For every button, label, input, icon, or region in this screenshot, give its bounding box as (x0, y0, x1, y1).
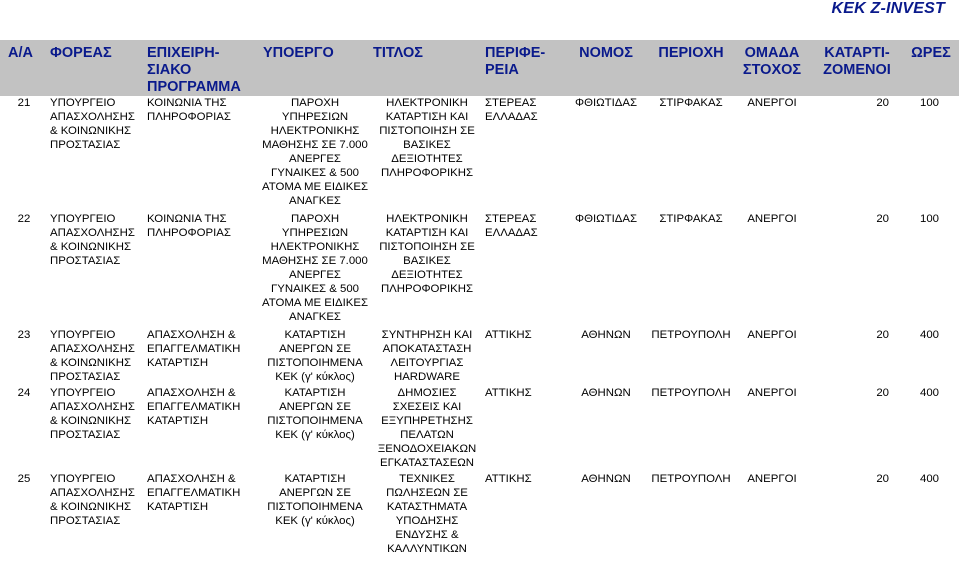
cell-aa: 23 (17, 329, 31, 341)
table-row (0, 472, 959, 560)
cell-programma: ΑΠΑΣΧΟΛΗΣΗ & ΕΠΑΓΓΕΛΜΑΤΙΚΗ ΚΑΤΑΡΤΙΣΗ (147, 473, 241, 513)
cell-periferia: ΣΤΕΡΕΑΣ ΕΛΛΑΔΑΣ (485, 213, 538, 239)
cell-omada: ΑΝΕΡΓΟΙ (747, 213, 797, 225)
cell-omada: ΑΝΕΡΓΟΙ (747, 97, 797, 109)
cell-perioxi: ΣΤΙΡΦΑΚΑΣ (659, 213, 723, 225)
table-row (0, 328, 959, 386)
header-foreas: ΦΟΡΕΑΣ (50, 45, 112, 61)
cell-programma: ΑΠΑΣΧΟΛΗΣΗ & ΕΠΑΓΓΕΛΜΑΤΙΚΗ ΚΑΤΑΡΤΙΣΗ (147, 387, 241, 427)
header-periferia: ΠΕΡΙΦΕ-ΡΕΙΑ (485, 45, 546, 78)
cell-perioxi: ΠΕΤΡΟΥΠΟΛΗ (651, 473, 731, 485)
cell-nomos: ΦΘΙΩΤΙΔΑΣ (575, 213, 637, 225)
cell-titlos: ΗΛΕΚΤΡΟΝΙΚΗ ΚΑΤΑΡΤΙΣΗ ΚΑΙ ΠΙΣΤΟΠΟΙΗΣΗ ΣΕ ΒΑΣΙΚΕΣ ΔΕΞΙΟΤΗΤΕΣ ΠΛΗΡΟΦΟΡΙΚΗΣ (379, 97, 475, 179)
header-ores: ΩΡΕΣ (911, 45, 951, 61)
cell-foreas: ΥΠΟΥΡΓΕΙΟ ΑΠΑΣΧΟΛΗΣΗΣ & ΚΟΙΝΩΝΙΚΗΣ ΠΡΟΣΤΑΣΙΑΣ (50, 329, 135, 383)
cell-titlos: ΤΕΧΝΙΚΕΣ ΠΩΛΗΣΕΩΝ ΣΕ ΚΑΤΑΣΤΗΜΑΤΑ ΥΠΟΔΗΣΗΣ ΕΝΔΥΣΗΣ & ΚΑΛΛΥΝΤΙΚΩΝ (386, 473, 468, 555)
cell-aa: 24 (17, 387, 31, 399)
header-katartizomenoi: ΚΑΤΑΡΤΙ-ΖΟΜΕΝΟΙ (823, 45, 891, 78)
cell-aa: 21 (17, 97, 31, 109)
cell-omada: ΑΝΕΡΓΟΙ (747, 329, 797, 341)
cell-programma: ΚΟΙΝΩΝΙΑ ΤΗΣ ΠΛΗΡΟΦΟΡΙΑΣ (147, 213, 231, 239)
cell-foreas: ΥΠΟΥΡΓΕΙΟ ΑΠΑΣΧΟΛΗΣΗΣ & ΚΟΙΝΩΝΙΚΗΣ ΠΡΟΣΤΑΣΙΑΣ (50, 473, 135, 527)
cell-ores: 400 (919, 387, 939, 399)
table-row (0, 96, 959, 212)
header-aa: Α/Α (8, 45, 33, 61)
cell-omada: ΑΝΕΡΓΟΙ (747, 473, 797, 485)
header-ypoergo: ΥΠΟΕΡΓΟ (263, 45, 334, 61)
cell-katartizomenoi: 20 (876, 473, 889, 485)
cell-nomos: ΦΘΙΩΤΙΔΑΣ (575, 97, 637, 109)
cell-ores: 100 (919, 213, 939, 225)
cell-periferia: ΑΤΤΙΚΗΣ (485, 473, 532, 485)
cell-katartizomenoi: 20 (876, 213, 889, 225)
cell-perioxi: ΣΤΙΡΦΑΚΑΣ (659, 97, 723, 109)
header-row (0, 45, 959, 96)
cell-nomos: ΑΘΗΝΩΝ (581, 473, 631, 485)
cell-katartizomenoi: 20 (876, 97, 889, 109)
cell-foreas: ΥΠΟΥΡΓΕΙΟ ΑΠΑΣΧΟΛΗΣΗΣ & ΚΟΙΝΩΝΙΚΗΣ ΠΡΟΣΤΑΣΙΑΣ (50, 387, 135, 441)
cell-ypoergo: ΚΑΤΑΡΤΙΣΗ ΑΝΕΡΓΩΝ ΣΕ ΠΙΣΤΟΠΟΙΗΜΕΝΑ ΚΕΚ (γ' κύκλος) (267, 329, 363, 383)
cell-perioxi: ΠΕΤΡΟΥΠΟΛΗ (651, 329, 731, 341)
cell-ypoergo: ΚΑΤΑΡΤΙΣΗ ΑΝΕΡΓΩΝ ΣΕ ΠΙΣΤΟΠΟΙΗΜΕΝΑ ΚΕΚ (γ' κύκλος) (267, 387, 363, 441)
programs-table (0, 45, 959, 560)
header-perioxi: ΠΕΡΙΟΧΗ (658, 45, 724, 61)
cell-titlos: ΔΗΜΟΣΙΕΣ ΣΧΕΣΕΙΣ ΚΑΙ ΕΞΥΠΗΡΕΤΗΣΗΣ ΠΕΛΑΤΩΝ ΞΕΝΟΔΟΧΕΙΑΚΩΝ ΕΓΚΑΤΑΣΤΑΣΕΩΝ (377, 387, 477, 469)
cell-titlos: ΣΥΝΤΗΡΗΣΗ ΚΑΙ ΑΠΟΚΑΤΑΣΤΑΣΗ ΛΕΙΤΟΥΡΓΙΑΣ HARDWARE (381, 329, 473, 383)
cell-periferia: ΑΤΤΙΚΗΣ (485, 387, 532, 399)
cell-ypoergo: ΚΑΤΑΡΤΙΣΗ ΑΝΕΡΓΩΝ ΣΕ ΠΙΣΤΟΠΟΙΗΜΕΝΑ ΚΕΚ (γ' κύκλος) (267, 473, 363, 527)
header-omada: ΟΜΑΔΑ ΣΤΟΧΟΣ (742, 45, 802, 78)
cell-foreas: ΥΠΟΥΡΓΕΙΟ ΑΠΑΣΧΟΛΗΣΗΣ & ΚΟΙΝΩΝΙΚΗΣ ΠΡΟΣΤΑΣΙΑΣ (50, 97, 135, 151)
brand-title: ΚΕΚ Z-INVEST (831, 0, 945, 17)
cell-perioxi: ΠΕΤΡΟΥΠΟΛΗ (651, 387, 731, 399)
cell-omada: ΑΝΕΡΓΟΙ (747, 387, 797, 399)
cell-programma: ΑΠΑΣΧΟΛΗΣΗ & ΕΠΑΓΓΕΛΜΑΤΙΚΗ ΚΑΤΑΡΤΙΣΗ (147, 329, 241, 369)
table-row (0, 212, 959, 328)
cell-nomos: ΑΘΗΝΩΝ (581, 387, 631, 399)
cell-katartizomenoi: 20 (876, 387, 889, 399)
header-epixeirisiako: ΕΠΙΧΕΙΡΗ-ΣΙΑΚΟ ΠΡΟΓΡΑΜΜΑ (147, 45, 241, 95)
header-nomos: ΝΟΜΟΣ (579, 45, 633, 61)
cell-ypoergo: ΠΑΡΟΧΗ ΥΠΗΡΕΣΙΩΝ ΗΛΕΚΤΡΟΝΙΚΗΣ ΜΑΘΗΣΗΣ ΣΕ 7.000 ΑΝΕΡΓΕΣ ΓΥΝΑΙΚΕΣ & 500 ΑΤΟΜΑ ΜΕ ΕΙΔΙΚΕΣ ΑΝΑΓΚΕΣ (261, 213, 368, 323)
table-row (0, 386, 959, 472)
cell-ores: 100 (919, 97, 939, 109)
cell-aa: 25 (17, 473, 31, 485)
cell-foreas: ΥΠΟΥΡΓΕΙΟ ΑΠΑΣΧΟΛΗΣΗΣ & ΚΟΙΝΩΝΙΚΗΣ ΠΡΟΣΤΑΣΙΑΣ (50, 213, 135, 267)
cell-ypoergo: ΠΑΡΟΧΗ ΥΠΗΡΕΣΙΩΝ ΗΛΕΚΤΡΟΝΙΚΗΣ ΜΑΘΗΣΗΣ ΣΕ 7.000 ΑΝΕΡΓΕΣ ΓΥΝΑΙΚΕΣ & 500 ΑΤΟΜΑ ΜΕ ΕΙΔΙΚΕΣ ΑΝΑΓΚΕΣ (261, 97, 368, 207)
cell-katartizomenoi: 20 (876, 329, 889, 341)
header-titlos: ΤΙΤΛΟΣ (373, 45, 423, 61)
cell-periferia: ΑΤΤΙΚΗΣ (485, 329, 532, 341)
cell-periferia: ΣΤΕΡΕΑΣ ΕΛΛΑΔΑΣ (485, 97, 538, 123)
cell-ores: 400 (919, 473, 939, 485)
cell-titlos: ΗΛΕΚΤΡΟΝΙΚΗ ΚΑΤΑΡΤΙΣΗ ΚΑΙ ΠΙΣΤΟΠΟΙΗΣΗ ΣΕ ΒΑΣΙΚΕΣ ΔΕΞΙΟΤΗΤΕΣ ΠΛΗΡΟΦΟΡΙΚΗΣ (379, 213, 475, 295)
cell-programma: ΚΟΙΝΩΝΙΑ ΤΗΣ ΠΛΗΡΟΦΟΡΙΑΣ (147, 97, 231, 123)
cell-nomos: ΑΘΗΝΩΝ (581, 329, 631, 341)
cell-ores: 400 (919, 329, 939, 341)
cell-aa: 22 (17, 213, 31, 225)
